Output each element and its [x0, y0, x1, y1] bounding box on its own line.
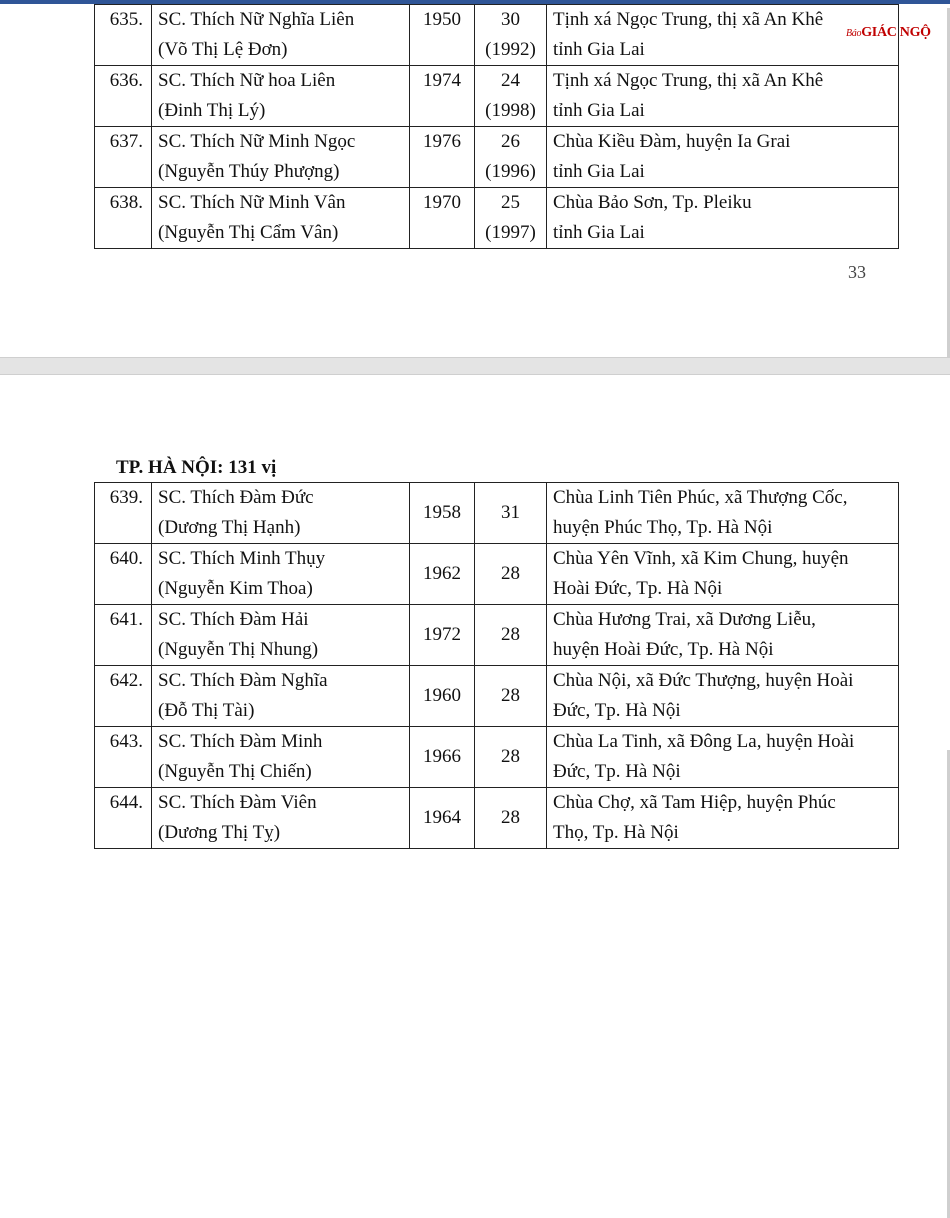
dharma-name: SC. Thích Nữ hoa Liên [158, 70, 336, 91]
dharma-name: SC. Thích Nữ Minh Vân [158, 192, 346, 213]
row-number: 638. [95, 188, 152, 249]
row-number: 636. [95, 66, 152, 127]
section-heading: TP. HÀ NỘI: 131 vị [116, 457, 277, 478]
table-row [95, 544, 899, 605]
lay-name: (Nguyễn Kim Thoa) [158, 578, 313, 599]
ordination-year: (1998) [485, 100, 536, 121]
ordination-age: 28 [475, 544, 547, 605]
row-number: 639. [95, 483, 152, 544]
birth-year: 1976 [410, 127, 475, 188]
address-cell [547, 605, 899, 666]
address-cell [547, 188, 899, 249]
address-line-2: tỉnh Gia Lai [553, 222, 645, 243]
ordination-year: (1997) [485, 222, 536, 243]
address-cell [547, 544, 899, 605]
address-line-2: Đức, Tp. Hà Nội [553, 700, 681, 721]
dharma-name: SC. Thích Đàm Minh [158, 731, 323, 752]
row-number: 643. [95, 727, 152, 788]
name-cell [152, 605, 410, 666]
name-cell [152, 544, 410, 605]
name-cell [152, 483, 410, 544]
row-number: 640. [95, 544, 152, 605]
table-row [95, 727, 899, 788]
table-row [95, 605, 899, 666]
ordination-age: 30 [501, 9, 520, 30]
ordination-cell [475, 188, 547, 249]
address-cell [547, 483, 899, 544]
address-line-1: Chùa Kiều Đàm, huyện Ia Grai [553, 131, 791, 152]
table-row [95, 666, 899, 727]
row-number: 644. [95, 788, 152, 849]
address-line-1: Tịnh xá Ngọc Trung, thị xã An Khê [553, 9, 824, 30]
dharma-name: SC. Thích Nữ Minh Ngọc [158, 131, 356, 152]
dharma-name: SC. Thích Đàm Nghĩa [158, 670, 328, 691]
address-line-2: huyện Hoài Đức, Tp. Hà Nội [553, 639, 774, 660]
name-cell [152, 127, 410, 188]
dharma-name: SC. Thích Đàm Hải [158, 609, 309, 630]
logo-prefix: Báo [846, 28, 862, 39]
name-cell [152, 788, 410, 849]
birth-year: 1974 [410, 66, 475, 127]
lay-name: (Đinh Thị Lý) [158, 100, 266, 121]
lay-name: (Nguyễn Thị Nhung) [158, 639, 319, 660]
monk-list-table-ha-noi [94, 482, 899, 849]
name-cell [152, 66, 410, 127]
birth-year: 1966 [410, 727, 475, 788]
table-row [95, 5, 899, 66]
page-separator [0, 357, 950, 375]
address-line-2: tỉnh Gia Lai [553, 161, 645, 182]
address-line-1: Chùa Yên Vĩnh, xã Kim Chung, huyện [553, 548, 849, 569]
address-cell [547, 788, 899, 849]
ordination-age: 28 [475, 605, 547, 666]
dharma-name: SC. Thích Nữ Nghĩa Liên [158, 9, 355, 30]
ordination-age: 28 [475, 666, 547, 727]
page-number: 33 [848, 262, 866, 282]
dharma-name: SC. Thích Đàm Viên [158, 792, 317, 813]
name-cell [152, 666, 410, 727]
address-line-2: tỉnh Gia Lai [553, 39, 645, 60]
dharma-name: SC. Thích Minh Thụy [158, 548, 326, 569]
ordination-year: (1992) [485, 39, 536, 60]
ordination-cell [475, 5, 547, 66]
address-line-2: Đức, Tp. Hà Nội [553, 761, 681, 782]
lay-name: (Nguyễn Thúy Phượng) [158, 161, 340, 182]
giac-ngo-watermark-logo [846, 25, 931, 41]
address-cell [547, 666, 899, 727]
lay-name: (Nguyễn Thị Cẩm Vân) [158, 222, 339, 243]
address-line-1: Chùa Nội, xã Đức Thượng, huyện Hoài [553, 670, 854, 691]
address-line-1: Chùa Linh Tiên Phúc, xã Thượng Cốc, [553, 487, 848, 508]
address-line-2: tỉnh Gia Lai [553, 100, 645, 121]
name-cell [152, 727, 410, 788]
monk-list-table-gia-lai [94, 4, 899, 249]
birth-year: 1960 [410, 666, 475, 727]
lay-name: (Võ Thị Lệ Đơn) [158, 39, 288, 60]
ordination-year: (1996) [485, 161, 536, 182]
ordination-age: 24 [501, 70, 520, 91]
address-line-2: Thọ, Tp. Hà Nội [553, 822, 679, 843]
logo-name: GIÁC NGỘ [861, 25, 931, 40]
birth-year: 1964 [410, 788, 475, 849]
name-cell [152, 188, 410, 249]
birth-year: 1958 [410, 483, 475, 544]
address-line-1: Chùa La Tinh, xã Đông La, huyện Hoài [553, 731, 855, 752]
lay-name: (Dương Thị Hạnh) [158, 517, 301, 538]
lay-name: (Nguyễn Thị Chiến) [158, 761, 312, 782]
lay-name: (Dương Thị Tỵ) [158, 822, 281, 843]
row-number: 635. [95, 5, 152, 66]
birth-year: 1972 [410, 605, 475, 666]
birth-year: 1962 [410, 544, 475, 605]
table-row [95, 66, 899, 127]
address-line-1: Tịnh xá Ngọc Trung, thị xã An Khê [553, 70, 824, 91]
address-line-1: Chùa Bảo Sơn, Tp. Pleiku [553, 192, 752, 213]
ordination-age: 26 [501, 131, 520, 152]
address-cell [547, 727, 899, 788]
address-cell [547, 66, 899, 127]
table-row [95, 483, 899, 544]
ordination-cell [475, 66, 547, 127]
dharma-name: SC. Thích Đàm Đức [158, 487, 314, 508]
name-cell [152, 5, 410, 66]
ordination-age: 25 [501, 192, 520, 213]
row-number: 637. [95, 127, 152, 188]
table-row [95, 127, 899, 188]
table-row [95, 188, 899, 249]
address-line-2: Hoài Đức, Tp. Hà Nội [553, 578, 723, 599]
ordination-cell [475, 127, 547, 188]
lay-name: (Đỗ Thị Tài) [158, 700, 255, 721]
birth-year: 1970 [410, 188, 475, 249]
ordination-age: 28 [475, 788, 547, 849]
ordination-age: 31 [475, 483, 547, 544]
address-cell [547, 127, 899, 188]
address-line-2: huyện Phúc Thọ, Tp. Hà Nội [553, 517, 773, 538]
address-line-1: Chùa Chợ, xã Tam Hiệp, huyện Phúc [553, 792, 836, 813]
row-number: 641. [95, 605, 152, 666]
table-row [95, 788, 899, 849]
birth-year: 1950 [410, 5, 475, 66]
ordination-age: 28 [475, 727, 547, 788]
row-number: 642. [95, 666, 152, 727]
address-line-1: Chùa Hương Trai, xã Dương Liễu, [553, 609, 816, 630]
